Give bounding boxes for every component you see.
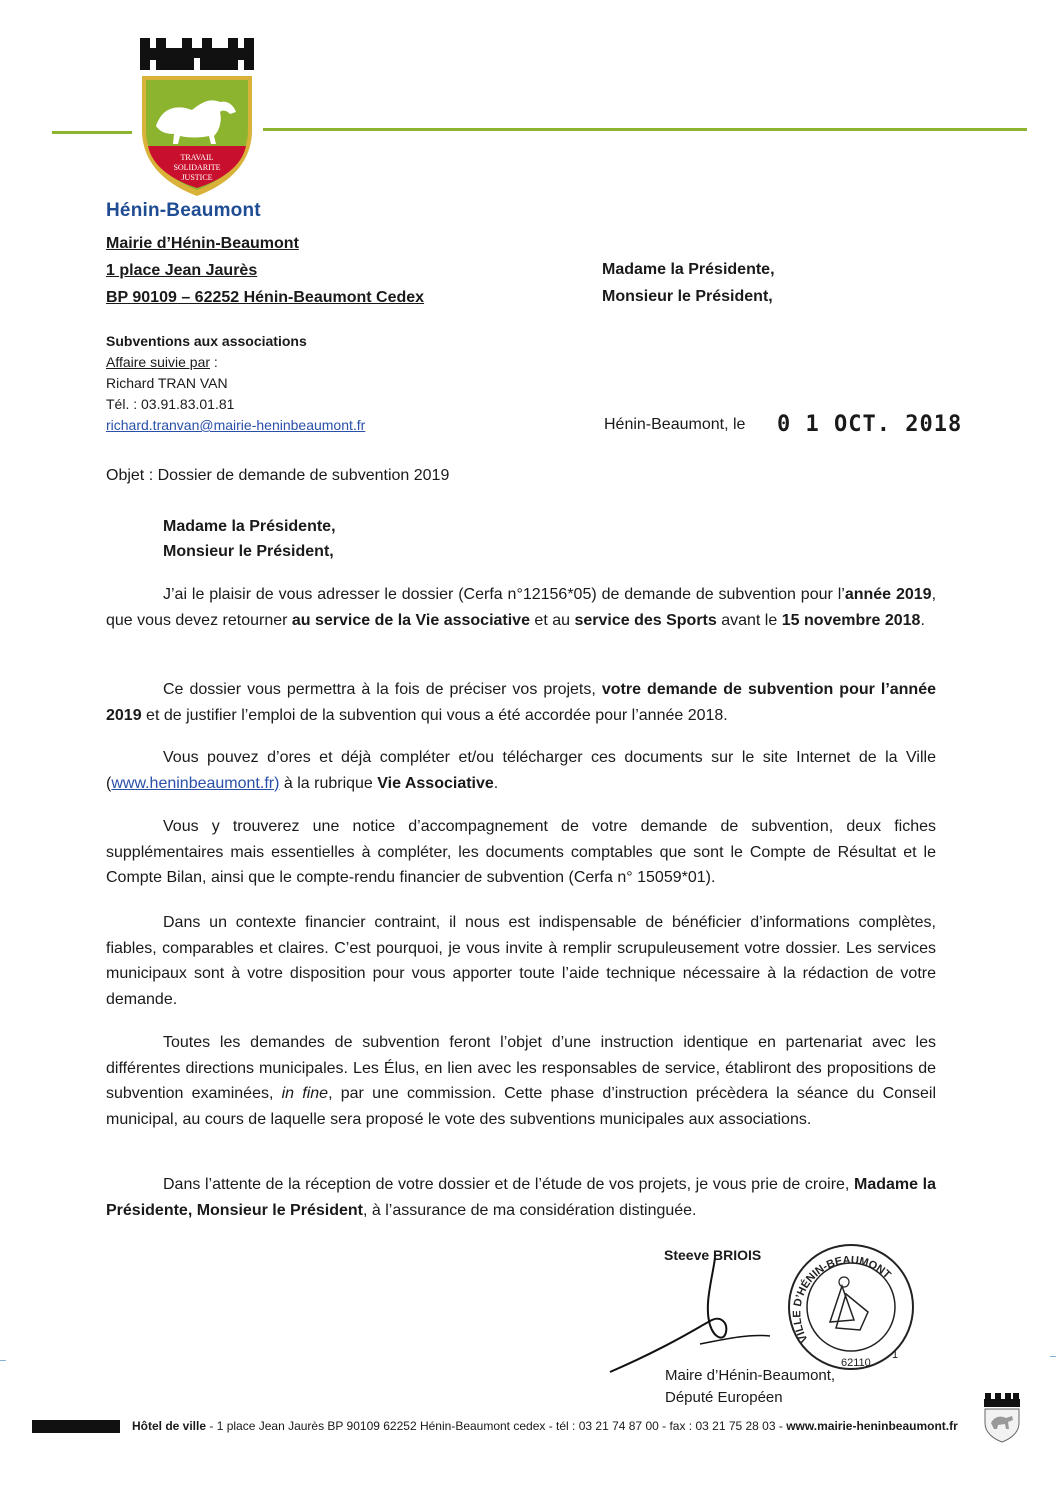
body-paragraph-7: Dans l’attente de la réception de votre dossier et de l’étude de vos projets, je vous prie de croire, Madame la Présidente, Monsieur le Président, à l’assurance de ma considération distinguée. xyxy=(106,1176,937,1219)
contact-block xyxy=(106,331,365,436)
handwritten-signature xyxy=(600,1250,800,1380)
margin-tick-left xyxy=(0,1360,6,1361)
sender-line-1: Mairie d’Hénin-Beaumont xyxy=(106,235,299,252)
contact-followed-by-label: Affaire suivie par xyxy=(106,354,211,370)
footer-bar xyxy=(32,1420,120,1433)
crest-motto-1: TRAVAIL xyxy=(180,153,214,162)
contact-service: Subventions aux associations xyxy=(106,333,307,349)
sender-line-2: 1 place Jean Jaurès xyxy=(106,262,258,279)
salutation-line-1: Madame la Présidente, xyxy=(163,518,336,535)
town-crest-logo xyxy=(136,38,258,198)
body-paragraph-3: Vous pouvez d’ores et déjà compléter et/ou télécharger ces documents sur le site Internet de la Ville (www.heninbeaumont.fr) à la rubrique Vie Associative. xyxy=(106,749,936,792)
body-paragraph-5: Dans un contexte financier contraint, il nous est indispensable de bénéficier d’informations complètes, fiables, comparables et claires. C’est pourquoi, je vous invite à remplir scrupuleusement votre dossier. Les services municipaux sont à votre disposition pour vous apporter toute l’aide technique nécessaire à la rédaction de votre demande. xyxy=(106,914,936,1008)
contact-email-link[interactable]: richard.tranvan@mairie-heninbeaumont.fr xyxy=(106,417,366,433)
footer-address: Hôtel de ville - 1 place Jean Jaurès BP 90109 62252 Hénin-Beaumont cedex - tél : 03 21 74 87 00 - fax : 03 21 75 28 03 - www.mairie-heninbeaumont.fr xyxy=(132,1419,958,1433)
contact-followed-by xyxy=(106,352,365,373)
town-name: Hénin-Beaumont xyxy=(106,200,261,221)
svg-text:VILLE D’HÉNIN-BEAUMONT xyxy=(791,1254,893,1344)
salutation-line-2: Monsieur le Président, xyxy=(163,543,334,560)
stamp-number: 1 xyxy=(892,1349,899,1361)
stamp-arc-text: VILLE D’HÉNIN-BEAUMONT xyxy=(791,1254,893,1345)
sender-line-3: BP 90109 – 62252 Hénin-Beaumont Cedex xyxy=(106,289,425,306)
footer-website-link[interactable]: www.mairie-heninbeaumont.fr xyxy=(786,1419,958,1433)
crest-motto-2: SOLIDARITE xyxy=(173,163,221,172)
contact-followed-by-suffix: : xyxy=(210,354,218,370)
recipient-line-1: Madame la Présidente, xyxy=(602,261,775,278)
signer-title-line-2: Député Européen xyxy=(665,1389,783,1406)
stamp-postal: 62110 xyxy=(841,1357,871,1369)
signer-title-line-1: Maire d’Hénin-Beaumont, xyxy=(665,1367,836,1384)
header-rule-left xyxy=(52,131,132,134)
body-paragraph-1: J’ai le plaisir de vous adresser le dossier (Cerfa n°12156*05) de demande de subvention pour l’année 2019, que vous devez retourner au service de la Vie associative et au service des Sports avant le 15 novembre 2018. xyxy=(106,586,937,629)
footer-crest-icon xyxy=(982,1393,1022,1443)
signer-name: Steeve BRIOIS xyxy=(664,1247,762,1263)
date-stamp: 0 1 OCT. 2018 xyxy=(777,412,963,437)
letter-subject: Objet : Dossier de demande de subvention 2019 xyxy=(106,467,450,484)
place-date-label: Hénin-Beaumont, le xyxy=(604,416,746,433)
website-link[interactable]: www.heninbeaumont.fr) xyxy=(111,774,280,792)
contact-phone: Tél. : 03.91.83.01.81 xyxy=(106,396,235,412)
body-paragraph-4: Vous y trouverez une notice d’accompagnement de votre demande de subvention, deux fiches supplémentaires mais essentielles à compléter, les documents comptables que sont le Compte de Résultat et le Compte Bilan, ainsi que le compte-rendu financier de subvention (Cerfa n° 15059*01). xyxy=(106,818,936,886)
signer-title xyxy=(665,1365,835,1409)
sender-address xyxy=(106,230,424,311)
salutation xyxy=(163,514,336,564)
body-paragraph-2: Ce dossier vous permettra à la fois de préciser vos projets, votre demande de subvention pour l’année 2019 et de justifier l’emploi de la subvention qui vous a été accordée pour l’année 2018. xyxy=(106,681,937,724)
contact-name: Richard TRAN VAN xyxy=(106,375,228,391)
recipient-address xyxy=(602,256,775,310)
header-rule-right xyxy=(263,128,1027,131)
margin-tick-right xyxy=(1050,1356,1056,1357)
crest-motto-3: JUSTICE xyxy=(181,173,213,182)
recipient-line-2: Monsieur le Président, xyxy=(602,288,773,305)
body-paragraph-6: Toutes les demandes de subvention feront l’objet d’une instruction identique en partenariat avec les différentes directions municipales. Les Élus, en lien avec les responsables de service, établiront des propositions de subvention examinées, in fine, par une commission. Cette phase d’instruction précèdera la séance du Conseil municipal, au cours de laquelle sera proposé le vote des subventions municipales aux associations. xyxy=(106,1034,936,1128)
official-stamp xyxy=(786,1242,916,1372)
